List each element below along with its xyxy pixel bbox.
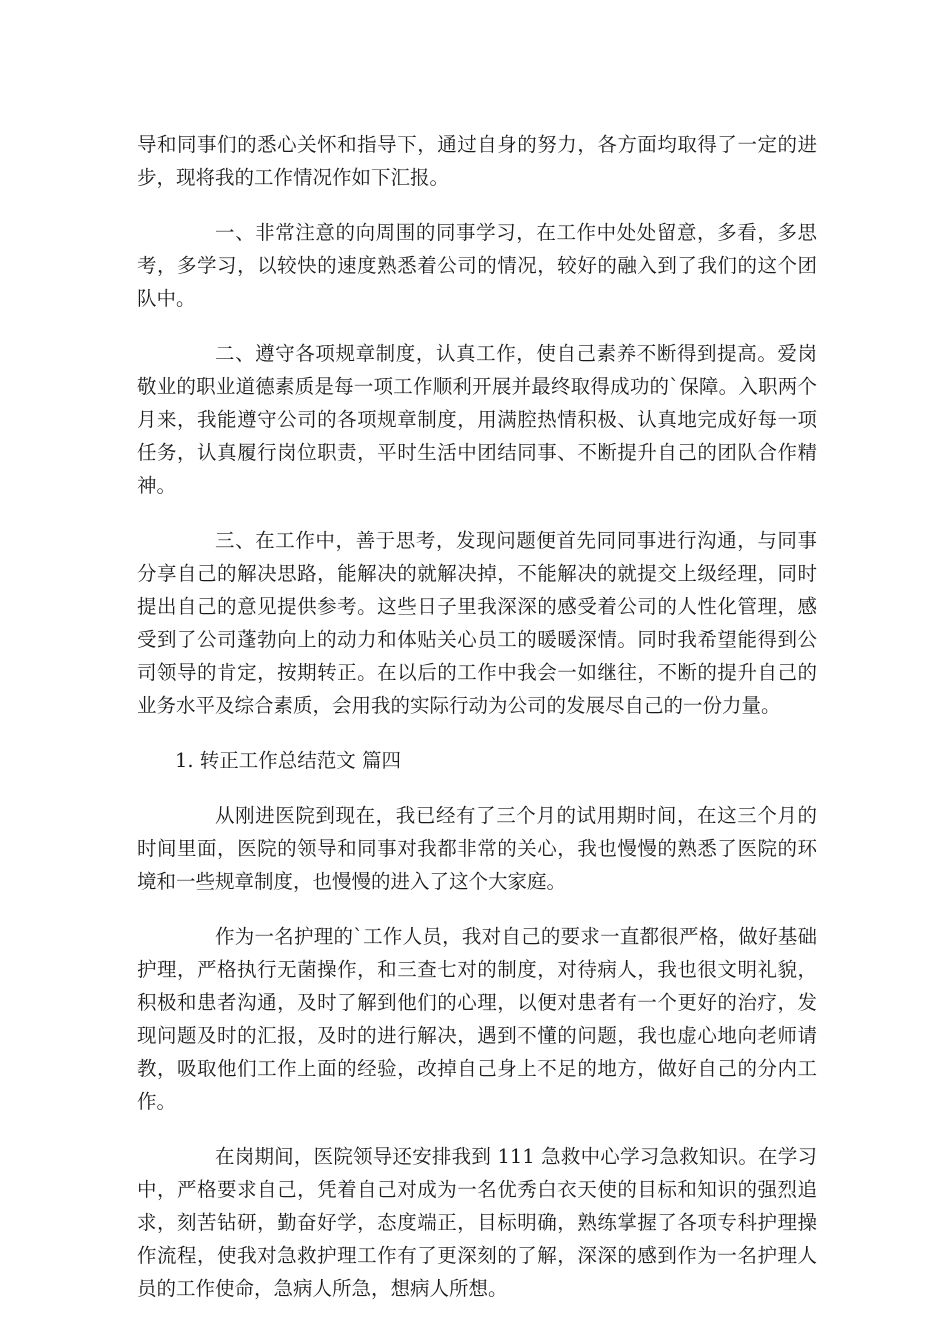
paragraph-nursing-work: 作为一名护理的`工作人员，我对自己的要求一直都很严格，做好基础护理，严格执行无菌操作，和三查七对的制度，对待病人，我也很文明礼貌，积极和患者沟通，及时了解到他们的心理，以便对患者有一个更好的治疗，发现问题及时的汇报，及时的进行解决，遇到不懂的问题，我也虚心地向老师请教，吸取他们工作上面的经验，改掉自己身上不足的地方，做好自己的分内工作。 [137,925,817,1113]
document-page [137,128,817,1327]
paragraph-training: 在岗期间，医院领导还安排我到 111 急救中心学习急救知识。在学习中，严格要求自己，凭着自己对成为一名优秀白衣天使的目标和知识的强烈追求，刻苦钻研，勤奋好学，态度端正，目标明确，熟练掌握了各项专科护理操作流程，使我对急救护理工作有了更深刻的了解，深深的感到作为一名护理人员的工作使命，急病人所急，想病人所想。 [137,1145,817,1300]
paragraph-point-two: 二、遵守各项规章制度，认真工作，使自己素养不断得到提高。爱岗敬业的职业道德素质是每一项工作顺利开展并最终取得成功的`保障。入职两个月来，我能遵守公司的各项规章制度，用满腔热情积极、认真地完成好每一项任务，认真履行岗位职责，平时生活中团结同事、不断提升自己的团队合作精神。 [137,342,817,497]
paragraph-intro: 从刚进医院到现在，我已经有了三个月的试用期时间，在这三个月的时间里面，医院的领导和同事对我都非常的关心，我也慢慢的熟悉了医院的环境和一些规章制度，也慢慢的进入了这个大家庭。 [137,804,817,893]
paragraph-point-three: 三、在工作中，善于思考，发现问题便首先同同事进行沟通，与同事分享自己的解决思路，能解决的就解决掉，不能解决的就提交上级经理，同时提出自己的意见提供参考。这些日子里我深深的感受着公司的人性化管理，感受到了公司蓬勃向上的动力和体贴关心员工的暖暖深情。同时我希望能得到公司领导的肯定，按期转正。在以后的工作中我会一如继往，不断的提升自己的业务水平及综合素质，会用我的实际行动为公司的发展尽自己的一份力量。 [137,529,817,717]
paragraph-point-one: 一、非常注意的向周围的同事学习，在工作中处处留意，多看，多思考，多学习，以较快的速度熟悉着公司的情况，较好的融入到了我们的这个团队中。 [137,221,817,310]
paragraph-continuation: 导和同事们的悉心关怀和指导下，通过自身的努力，各方面均取得了一定的进步，现将我的工作情况作如下汇报。 [137,133,817,189]
section-heading: 1. 转正工作总结范文 篇四 [175,749,402,772]
